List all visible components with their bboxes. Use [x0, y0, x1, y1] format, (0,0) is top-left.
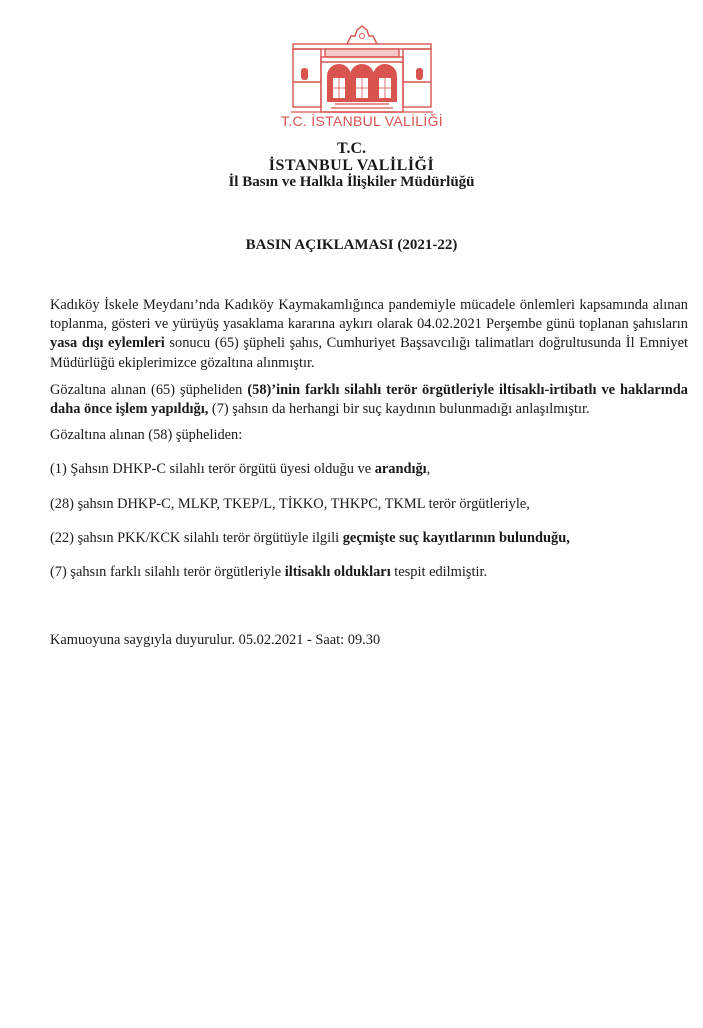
- list-item-text: (1) Şahsın DHKP-C silahlı terör örgütü üyesi olduğu ve: [50, 461, 375, 478]
- paragraph-2-text-a: Gözaltına alınan (65) şüpheliden: [50, 381, 248, 398]
- header-line-tc: T.C.: [336, 140, 367, 157]
- press-release-title: BASIN AÇIKLAMASI (2021-22): [245, 237, 458, 253]
- list-item: [50, 529, 688, 548]
- list-item: [50, 563, 688, 582]
- list-item: [50, 460, 688, 479]
- header-line-istanbul-valiligi: İSTANBUL VALİLİĞİ: [268, 157, 435, 174]
- list-item-text-end: tespit edilmiştir.: [390, 564, 488, 581]
- logo-text: T.C. İSTANBUL VALİLİĞİ: [281, 113, 443, 129]
- paragraph-1: [50, 296, 688, 373]
- list-item-text: (7) şahsın farklı silahlı terör örgütleriyle: [50, 564, 285, 581]
- paragraph-1-text-c: sonucu (65) şüpheli şahıs, Cumhuriyet Başsavcılığı talimatları doğrultusunda İl Emniyet Müdürlüğü ekiplerimizce gözaltına alınmıştır.: [50, 335, 688, 371]
- list-item-bold: arandığı: [374, 461, 427, 478]
- list-item-bold: geçmişte suç kayıtlarının bulunduğu,: [342, 529, 570, 546]
- list-item-text: (28) şahsın DHKP-C, MLKP, TKEP/L, TİKKO, THKPC, TKML terör örgütleriyle,: [50, 495, 530, 512]
- closing-statement: Kamuoyuna saygıyla duyurulur. 05.02.2021 - Saat: 09.30: [50, 632, 381, 648]
- list-item-bold: iltisaklı oldukları: [284, 564, 391, 581]
- paragraph-2: [50, 381, 688, 419]
- paragraph-1-text-a: Kadıköy İskele Meydanı’nda Kadıköy Kaymakamlığınca pandemiyle mücadele önlemleri kapsamında alınan toplanma, gösteri ve yürüyüş yasaklama kararına aykırı olarak 04.02.2021 Perşembe günü toplanan şahısların: [50, 297, 688, 333]
- paragraph-2-text-c: (7) şahsın da herhangi bir suç kaydının bulunmadığı anlaşılmıştır.: [208, 401, 590, 418]
- list-item: [50, 495, 688, 514]
- header-line-directorate: İl Basın ve Halkla İlişkiler Müdürlüğü: [228, 174, 475, 190]
- document-header: [0, 140, 703, 191]
- document-body: [50, 296, 688, 582]
- list-item-text-end: ,: [426, 461, 431, 478]
- paragraph-1-bold: yasa dışı eylemleri: [50, 335, 165, 352]
- list-item-text: (22) şahsın PKK/KCK silahlı terör örgütüyle ilgili: [50, 529, 343, 546]
- paragraph-2-bold: (58)’inin farklı silahlı terör örgütleriyle iltisaklı-irtibatlı ve haklarında daha önce işlem yapıldığı,: [50, 381, 688, 418]
- paragraph-3: Gözaltına alınan (58) şüpheliden:: [50, 427, 243, 444]
